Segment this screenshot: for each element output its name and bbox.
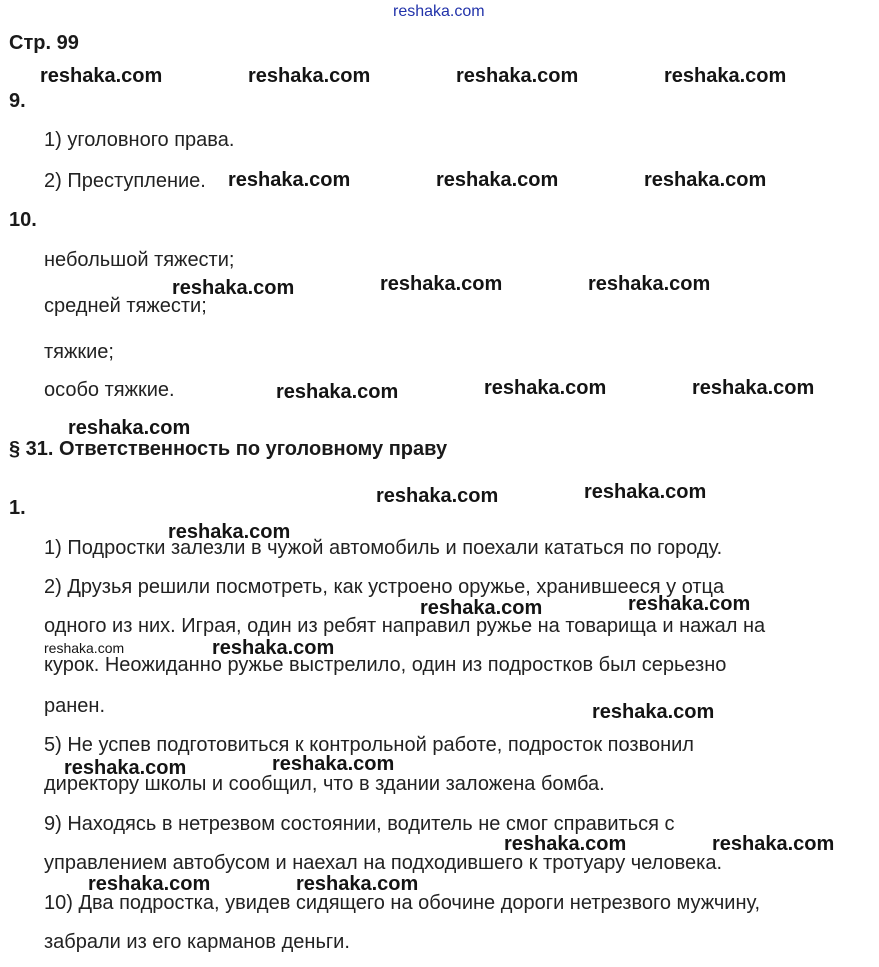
answer-1-line: ранен. (44, 695, 106, 717)
watermark: reshaka.com (212, 637, 335, 659)
watermark: reshaka.com (436, 169, 559, 191)
answer-1-line: 10) Два подростка, увидев сидящего на обочине дороги нетрезвого мужчину, (44, 892, 761, 914)
answer-1-line: 1) Подростки залезли в чужой автомобиль и поехали кататься по городу. (44, 537, 723, 559)
watermark: reshaka.com (40, 65, 163, 87)
answer-1-line: одного из них. Играя, один из ребят направил ружье на товарища и нажал на (44, 615, 766, 637)
answer-1-line: 2) Друзья решили посмотреть, как устроено оружье, хранившееся у отца (44, 576, 725, 598)
answer-10-item: небольшой тяжести; (44, 249, 235, 271)
section-title: § 31. Ответственность по уголовному праву (9, 438, 448, 460)
watermark: reshaka.com (228, 169, 351, 191)
watermark: reshaka.com (692, 377, 815, 399)
watermark: reshaka.com (172, 277, 295, 299)
answer-1-line: директору школы и сообщил, что в здании заложена бомба. (44, 773, 605, 795)
answer-1-line: забрали из его карманов деньги. (44, 931, 350, 953)
watermark: reshaka.com (376, 485, 499, 507)
watermark: reshaka.com (420, 597, 543, 619)
watermark: reshaka.com (68, 417, 191, 439)
answer-1-line: 5) Не успев подготовиться к контрольной работе, подросток позвонил (44, 734, 694, 756)
watermark: reshaka.com (168, 521, 291, 543)
watermark: reshaka.com (588, 273, 711, 295)
question-number-9: 9. (9, 90, 26, 112)
watermark: reshaka.com (272, 753, 395, 775)
answer-1-line: курок. Неожиданно ружье выстрелило, один из подростков был серьезно (44, 654, 727, 676)
answer-10-item: тяжкие; (44, 341, 114, 363)
answer-9-line-2: 2) Преступление. (44, 170, 206, 192)
watermark: reshaka.com (248, 65, 371, 87)
watermark: reshaka.com (380, 273, 503, 295)
answer-9-line-1: 1) уголовного права. (44, 129, 235, 151)
watermark: reshaka.com (644, 169, 767, 191)
question-number-1: 1. (9, 497, 26, 519)
watermark: reshaka.com (592, 701, 715, 723)
watermark: reshaka.com (456, 65, 579, 87)
question-number-10: 10. (9, 209, 37, 231)
watermark: reshaka.com (44, 640, 125, 656)
watermark: reshaka.com (664, 65, 787, 87)
watermark: reshaka.com (64, 757, 187, 779)
watermark: reshaka.com (296, 873, 419, 895)
watermark: reshaka.com (584, 481, 707, 503)
page-label: Стр. 99 (9, 32, 79, 54)
answer-1-line: 9) Находясь в нетрезвом состоянии, водитель не смог справиться с (44, 813, 675, 835)
watermark: reshaka.com (712, 833, 835, 855)
watermark: reshaka.com (276, 381, 399, 403)
watermark: reshaka.com (628, 593, 751, 615)
answer-10-item: особо тяжкие. (44, 379, 175, 401)
answer-1-line: управлением автобусом и наехал на подходившего к тротуару человека. (44, 852, 723, 874)
top-watermark: reshaka.com (393, 3, 485, 20)
answer-10-item: средней тяжести; (44, 295, 207, 317)
watermark: reshaka.com (504, 833, 627, 855)
watermark: reshaka.com (88, 873, 211, 895)
watermark: reshaka.com (484, 377, 607, 399)
